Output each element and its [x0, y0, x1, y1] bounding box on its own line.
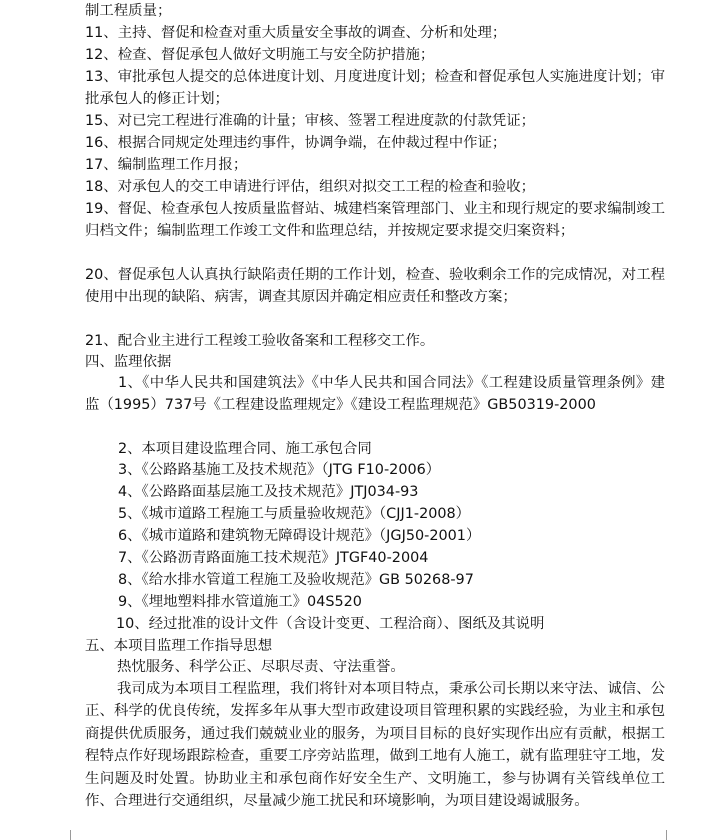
basis-item-2: 2、本项目建设监理合同、施工承包合同	[118, 441, 372, 457]
list-item-16: 16、根据合同规定处理违约事件，协调争端，在仲裁过程中作证；	[85, 135, 507, 151]
paragraph-continuation: 制工程质量；	[85, 3, 172, 19]
basis-item-3: 3、《公路路基施工及技术规范》（JTG F10-2006）	[118, 462, 441, 478]
list-item-19: 19、督促、检查承包人按质量监督站、城建档案管理部门、业主和现行规定的要求编制竣工归档文件；编制监理工作竣工文件和监理总结，并按规定要求提交归案资料；	[85, 201, 665, 240]
basis-item-10: 10、经过批准的设计文件（含设计变更、工程洽商）、图纸及其说明	[116, 616, 545, 632]
basis-item-7: 7、《公路沥青路面施工技术规范》JTGF40-2004	[118, 550, 429, 566]
motto-paragraph: 热忱服务、科学公正、尽职尽责、守法重誉。	[117, 659, 405, 675]
list-item-13: 13、审批承包人提交的总体进度计划、月度进度计划；检查和督促承包人实施进度计划；审批承包人的修正计划；	[85, 69, 665, 108]
basis-item-8: 8、《给水排水管道工程施工及验收规范》GB 50268-97	[118, 572, 474, 588]
page-corner-mark-left	[60, 830, 71, 840]
section-heading-basis: 四、监理依据	[85, 354, 172, 370]
basis-item-4: 4、《公路路面基层施工及技术规范》JTJ034-93	[118, 484, 419, 500]
list-item-15: 15、对已完工程进行准确的计量；审核、签署工程进度款的付款凭证；	[85, 113, 536, 129]
body-paragraph: 我司成为本项目工程监理，我们将针对本项目特点，秉承公司长期以来守法、诚信、公正、科学的优良传统，发挥多年从事大型市政建设项目管理积累的实践经验，为业主和承包商提供优质服务，通过我们兢兢业业的服务，为项目目标的良好实现作出应有贡献，根据工程特点作好现场跟踪检查，重要工序旁站监理，做到工地有人施工，就有监理驻守工地，发生问题及时处置。协助业主和承包商作好安全生产、文明施工，参与协调有关管线单位工作、合理进行交通组织，尽量减少施工扰民和环境影响，为项目建设竭诚服务。	[85, 681, 665, 810]
list-item-12: 12、检查、督促承包人做好文明施工与安全防护措施；	[85, 47, 435, 63]
page-corner-mark-right	[666, 830, 677, 840]
list-item-20: 20、督促承包人认真执行缺陷责任期的工作计划，检查、验收剩余工作的完成情况，对工程使用中出现的缺陷、病害，调查其原因并确定相应责任和整改方案；	[85, 267, 665, 306]
basis-item-6: 6、《城市道路和建筑物无障碍设计规范》（JGJ50-2001）	[118, 528, 481, 544]
basis-item-1: 1、《中华人民共和国建筑法》《中华人民共和国合同法》《工程建设质量管理条例》建监（1995）737号《工程建设监理规定》《建设工程监理规范》GB50319-2000	[85, 375, 665, 414]
list-item-17: 17、编制监理工作月报；	[85, 157, 248, 173]
list-item-11: 11、主持、督促和检查对重大质量安全事故的调查、分析和处理；	[85, 25, 507, 41]
list-item-21: 21、配合业主进行工程竣工验收备案和工程移交工作。	[85, 333, 435, 349]
list-item-18: 18、对承包人的交工申请进行评估，组织对拟交工工程的检查和验收；	[85, 179, 536, 195]
basis-item-9: 9、《埋地塑料排水管道施工》04S520	[118, 594, 362, 610]
section-heading-guiding-idea: 五、本项目监理工作指导思想	[85, 638, 273, 654]
basis-item-5: 5、《城市道路工程施工与质量验收规范》（CJJ1-2008）	[118, 506, 471, 522]
